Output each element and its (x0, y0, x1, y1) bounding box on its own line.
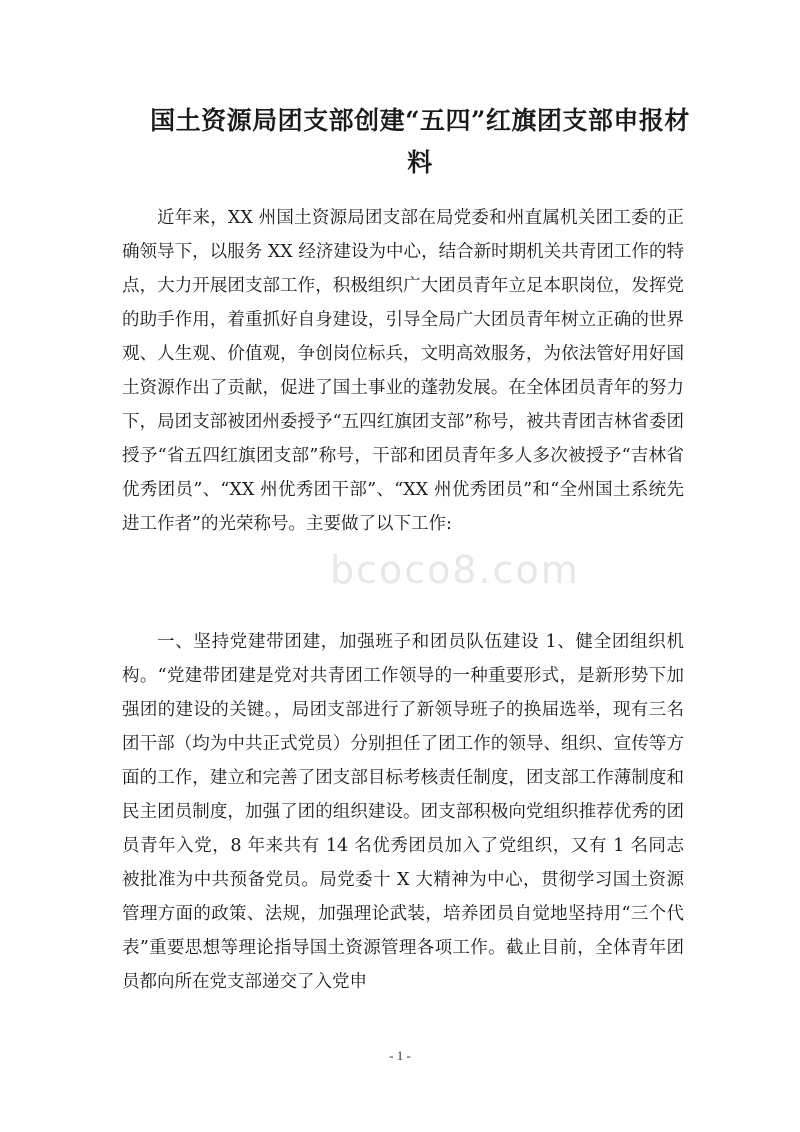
document-title: 国土资源局团支部创建“五四”红旗团支部申报材料 (150, 106, 690, 177)
watermark: bcoco8.com (330, 548, 580, 592)
body-paragraph-2: 一、坚持党建带团建，加强班子和团员队伍建设 1、健全团组织机构。“党建带团建是党对共青团工作领导的一种重要形式，是新形势下加强团的建设的关键。，局团支部进行了新领导班子的换届选举，现有三名团干部（均为中共正式党员）分别担任了团工作的领导、组织、宣传等方面的工作，建立和完善了团支部目标考核责任制度，团支部工作薄制度和民主团员制度，加强了团的组织建设。团支部积极向党组织推荐优秀的团员青年入党，8 年来共有 14 名优秀团员加入了党组织，又有 1 名同志被批准为中共预备党员。局党委十 X 大精神为中心，贯彻学习国土资源管理方面的政策、法规，加强理论武装，培养团员自觉地坚持用“三个代表”重要思想等理论指导国土资源管理各项工作。截止目前，全体青年团员都向所在党支部递交了入党申 (122, 632, 684, 992)
body-paragraph-1: 近年来，XX 州国土资源局团支部在局党委和州直属机关团工委的正确领导下，以服务 XX 经济建设为中心，结合新时期机关共青团工作的特点，大力开展团支部工作，积极组织广大团员青年立足本职岗位，发挥党的助手作用，着重抓好自身建设，引导全局广大团员青年树立正确的世界观、人生观、价值观，争创岗位标兵，文明高效服务，为依法管好用好国土资源作出了贡献，促进了国土事业的蓬勃发展。在全体团员青年的努力下，局团支部被团州委授予“五四红旗团支部”称号，被共青团吉林省委团授予“省五四红旗团支部”称号，干部和团员青年多人多次被授予“吉林省优秀团员”、“XX 州优秀团干部”、“XX 州优秀团员”和“全州国土系统先进工作者”的光荣称号。主要做了以下工作: (122, 208, 684, 534)
page-number: - 1 - (389, 1048, 411, 1063)
